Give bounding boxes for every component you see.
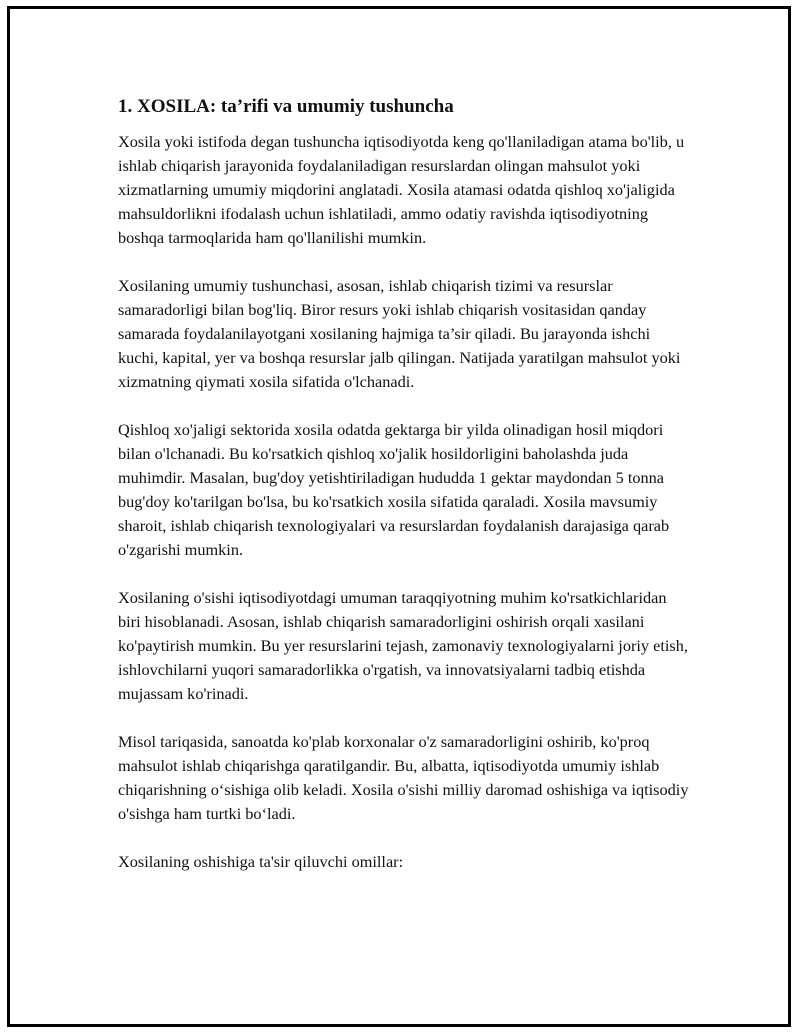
paragraph-definition: Xosila yoki istifoda degan tushuncha iqtisodiyotda keng qo'llaniladigan atama bo'lib, u ishlab chiqarish jarayonida foydalaniladigan resurslardan olingan mahsulot yoki xizmatlarning umumiy miqdorini anglatadi. Xosila atamasi odatda qishloq xo'jaligida mahsuldorlikni ifodalash uchun ishlatiladi, ammo odatiy ravishda iqtisodiyotning boshqa tarmoqlarida ham qo'llanilishi mumkin. [118, 132, 685, 247]
paragraph-general-concept: Xosilaning umumiy tushunchasi, asosan, ishlab chiqarish tizimi va resurslar samaradorligi bilan bog'liq. Biror resurs yoki ishlab chiqarish vositasidan qanday samarada foydalanilayotgani xosilaning hajmiga ta’sir qiladi. Bu jarayonda ishchi kuchi, kapital, yer va boshqa resurslar jalb qilingan. Natijada yaratilgan mahsulot yoki xizmatning qiymati xosila sifatida o'lchanadi. [118, 276, 681, 391]
paragraph-example: Misol tariqasida, sanoatda ko'plab korxonalar o'z samaradorligini oshirib, ko'proq mahsulot ishlab chiqarishga qaratilgandir. Bu, albatta, iqtisodiyotda umumiy ishlab chiqarishning o‘sishiga olib keladi. Xosila o'sishi milliy daromad oshishiga va iqtisodiy o'sishga ham turtki bo‘ladi. [118, 732, 689, 823]
paragraph-factors-intro: Xosilaning oshishiga ta'sir qiluvchi omillar: [118, 852, 404, 871]
section-heading: 1. XOSILA: ta’rifi va umumiy tushuncha [118, 96, 454, 117]
paragraph-growth: Xosilaning o'sishi iqtisodiyotdagi umuman taraqqiyotning muhim ko'rsatkichlaridan biri hisoblanadi. Asosan, ishlab chiqarish samaradorligini oshirish orqali xasilani ko'paytirish mumkin. Bu yer resurslarini tejash, zamonaviy texnologiyalarni joriy etish, ishlovchilarni yuqori samaradorlikka o'rgatish, va innovatsiyalarni tadbiq etishda mujassam ko'rinadi. [118, 588, 688, 703]
document-body [118, 94, 690, 898]
paragraph-agriculture: Qishloq xo'jaligi sektorida xosila odatda gektarga bir yilda olinadigan hosil miqdori bilan o'lchanadi. Bu ko'rsatkich qishloq xo'jalik hosildorligini baholashda juda muhimdir. Masalan, bug'doy yetishtiriladigan hududda 1 gektar maydondan 5 tonna bug'doy ko'tarilgan bo'lsa, bu ko'rsatkich xosila sifatida qaraladi. Xosila mavsumiy sharoit, ishlab chiqarish texnologiyalari va resurslardan foydalanish darajasiga qarab o'zgarishi mumkin. [118, 420, 670, 559]
